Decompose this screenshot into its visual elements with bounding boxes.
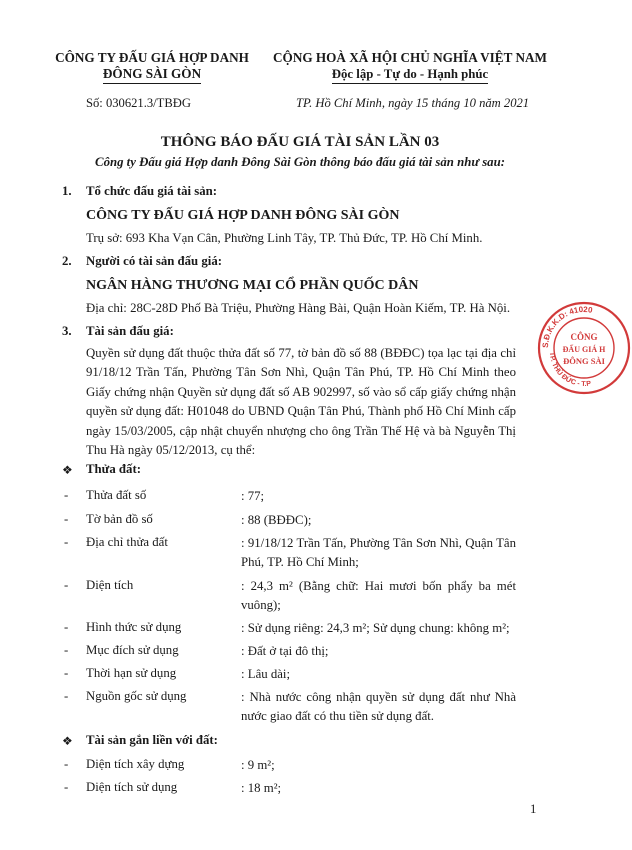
owner-address: Địa chỉ: 28C-28D Phố Bà Triệu, Phường Hàng Bài, Quận Hoàn Kiếm, TP. Hà Nội. [86, 301, 511, 315]
land-row-value: : Lâu dài; [241, 667, 291, 681]
land-row-value: : Sử dụng riêng: 24,3 m²; Sử dụng chung: không m²; [241, 621, 510, 635]
attached-heading: Tài sản gắn liền với đất: [86, 733, 218, 747]
dash-marker: - [64, 512, 69, 526]
section-heading: Tổ chức đấu giá tài sản: [86, 184, 218, 198]
company-name-line1: CÔNG TY ĐẤU GIÁ HỢP DANH [55, 50, 249, 65]
bullet-icon: ❖ [62, 734, 73, 748]
dash-marker: - [64, 780, 69, 794]
nation-header [255, 50, 565, 84]
nation-title: CỘNG HOÀ XÃ HỘI CHỦ NGHĨA VIỆT NAM [273, 50, 547, 65]
dash-marker: - [64, 757, 69, 771]
organizer-name: CÔNG TY ĐẤU GIÁ HỢP DANH ĐÔNG SÀI GÒN [86, 208, 400, 223]
company-name-line2: ĐÔNG SÀI GÒN [103, 66, 201, 84]
dash-marker: - [64, 620, 69, 634]
attached-row-value: : 18 m²; [241, 781, 282, 795]
land-row-label: Tờ bản đồ số [86, 512, 153, 526]
land-heading: Thửa đất: [86, 462, 141, 476]
document-subtitle: Công ty Đấu giá Hợp danh Đông Sài Gòn thông báo đấu giá tài sản như sau: [95, 155, 505, 169]
issuer-header [52, 50, 252, 84]
attached-row-value: : 9 m²; [241, 758, 275, 772]
organizer-address: Trụ sở: 693 Kha Vạn Cân, Phường Linh Tây, TP. Thủ Đức, TP. Hồ Chí Minh. [86, 231, 483, 245]
land-row-value: : 88 (BĐĐC); [241, 513, 312, 527]
asset-description: Quyền sử dụng đất thuộc thửa đất số 77, tờ bản đồ số 88 (BĐĐC) tọa lạc tại địa chỉ 91/18/12 Trần Tấn, Phường Tân Sơn Nhì, Quận Tân Phú, TP. Hồ Chí Minh theo Giấy chứng nhận Quyền sử dụng đất số AB 902997, số vào sổ cấp giấy chứng nhận quyền sử dụng đất: H01048 do UBND Quận Tân Phú, Thành phố Hồ Chí Minh cấp ngày 15/03/2005, cập nhật chuyển nhượng cho ông Trần Thế Hệ và bà Nguyễn Thị Thu Hà ngày 05/12/2013, cụ thể: [86, 346, 516, 458]
land-row-label: Thửa đất số [86, 488, 147, 502]
stamp-ring-text: S.Đ.K.K.D: 41020 [540, 304, 594, 349]
company-stamp [536, 300, 632, 396]
land-row-value: : 91/18/12 Trần Tấn, Phường Tân Sơn Nhì, Quận Tân Phú, TP. Hồ Chí Minh; [241, 536, 516, 569]
attached-row-label: Diện tích sử dụng [86, 780, 178, 794]
stamp-line2: ĐẤU GIÁ H [562, 345, 606, 354]
stamp-line1: CÔNG [570, 332, 598, 342]
attached-row-label: Diện tích xây dựng [86, 757, 185, 771]
owner-name: NGÂN HÀNG THƯƠNG MẠI CỔ PHẦN QUỐC DÂN [86, 278, 419, 293]
nation-motto: Độc lập - Tự do - Hạnh phúc [332, 66, 488, 84]
section-heading: Tài sản đấu giá: [86, 324, 174, 338]
document-number: Số: 030621.3/TBĐG [86, 96, 191, 110]
land-row-label: Hình thức sử dụng [86, 620, 182, 634]
land-row-value: : 24,3 m² (Bằng chữ: Hai mươi bốn phẩy ba mét vuông); [241, 579, 516, 612]
land-row-label: Mục đích sử dụng [86, 643, 179, 657]
land-row-label: Nguồn gốc sử dụng [86, 689, 187, 703]
document-title: THÔNG BÁO ĐẤU GIÁ TÀI SẢN LẦN 03 [160, 134, 440, 150]
dash-marker: - [64, 488, 69, 502]
land-row-label: Địa chỉ thửa đất [86, 535, 168, 549]
section-number: 3. [62, 324, 72, 338]
land-row-label: Thời hạn sử dụng [86, 666, 177, 680]
stamp-bottom-text: TP. THỦ ĐỨC - T.P [547, 351, 592, 389]
dash-marker: - [64, 643, 69, 657]
page-number: 1 [530, 802, 537, 816]
land-row-value: : Nhà nước công nhận quyền sử dụng đất như Nhà nước giao đất có thu tiền sử dụng đất. [241, 690, 516, 723]
dash-marker: - [64, 666, 69, 680]
dash-marker: - [64, 689, 69, 703]
land-row-value: : 77; [241, 489, 265, 503]
dash-marker: - [64, 535, 69, 549]
bullet-icon: ❖ [62, 463, 73, 477]
land-row-label: Diện tích [86, 578, 134, 592]
section-number: 2. [62, 254, 72, 268]
land-row-value: : Đất ở tại đô thị; [241, 644, 329, 658]
stamp-line3: ĐÔNG SÀI [563, 356, 605, 366]
section-number: 1. [62, 184, 72, 198]
dash-marker: - [64, 578, 69, 592]
section-heading: Người có tài sản đấu giá: [86, 254, 222, 268]
place-date: TP. Hồ Chí Minh, ngày 15 tháng 10 năm 2021 [296, 96, 530, 110]
